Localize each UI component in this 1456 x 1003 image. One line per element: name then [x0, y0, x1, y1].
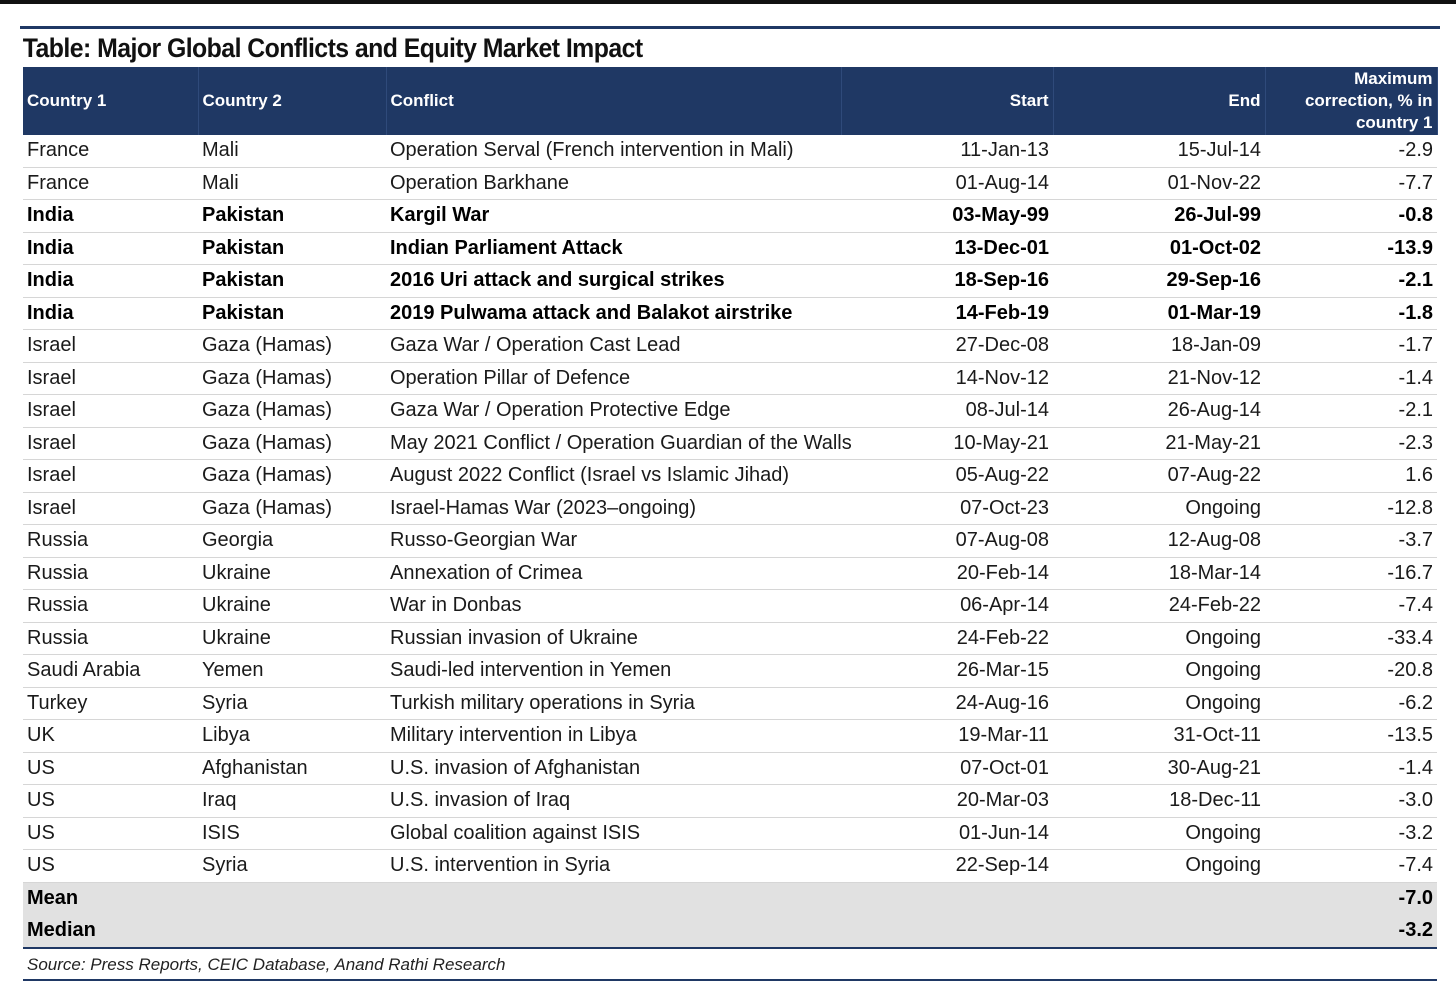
end-cell: Ongoing — [1053, 622, 1265, 655]
correction-cell: -2.1 — [1265, 265, 1437, 298]
conflict-cell: 2019 Pulwama attack and Balakot airstrike — [386, 297, 841, 330]
correction-cell: -13.5 — [1265, 720, 1437, 753]
conflict-cell: August 2022 Conflict (Israel vs Islamic Jihad) — [386, 460, 841, 493]
start-cell: 13-Dec-01 — [841, 232, 1053, 265]
correction-cell: -1.4 — [1265, 362, 1437, 395]
end-cell: 18-Dec-11 — [1053, 785, 1265, 818]
summary-label: Mean — [23, 882, 198, 915]
end-cell: Ongoing — [1053, 687, 1265, 720]
country-1-cell: Russia — [23, 622, 198, 655]
country-1-cell: France — [23, 135, 198, 167]
start-cell: 14-Nov-12 — [841, 362, 1053, 395]
conflict-cell: Russo-Georgian War — [386, 525, 841, 558]
country-1-cell: Israel — [23, 330, 198, 363]
conflict-cell: Turkish military operations in Syria — [386, 687, 841, 720]
end-cell: 18-Mar-14 — [1053, 557, 1265, 590]
country-1-cell: India — [23, 297, 198, 330]
country-1-cell: Israel — [23, 492, 198, 525]
start-cell: 07-Oct-01 — [841, 752, 1053, 785]
country-2-cell: Gaza (Hamas) — [198, 427, 386, 460]
start-cell: 11-Jan-13 — [841, 135, 1053, 167]
country-2-cell: Pakistan — [198, 232, 386, 265]
start-cell: 10-May-21 — [841, 427, 1053, 460]
table-row — [23, 492, 1437, 525]
start-cell: 08-Jul-14 — [841, 395, 1053, 428]
end-cell: 29-Sep-16 — [1053, 265, 1265, 298]
start-cell: 01-Aug-14 — [841, 167, 1053, 200]
correction-cell: -1.4 — [1265, 752, 1437, 785]
country-1-cell: Israel — [23, 427, 198, 460]
country-2-cell: Libya — [198, 720, 386, 753]
summary-value: -7.0 — [1265, 882, 1437, 915]
country-2-cell: Ukraine — [198, 557, 386, 590]
header-start: Start — [841, 67, 1053, 135]
end-cell: Ongoing — [1053, 817, 1265, 850]
start-cell: 07-Aug-08 — [841, 525, 1053, 558]
table-row — [23, 265, 1437, 298]
country-2-cell: Ukraine — [198, 590, 386, 623]
correction-cell: -16.7 — [1265, 557, 1437, 590]
start-cell: 27-Dec-08 — [841, 330, 1053, 363]
summary-empty-cell — [198, 882, 386, 915]
country-2-cell: Gaza (Hamas) — [198, 460, 386, 493]
table-row — [23, 590, 1437, 623]
correction-cell: -3.7 — [1265, 525, 1437, 558]
start-cell: 24-Feb-22 — [841, 622, 1053, 655]
conflict-cell: U.S. intervention in Syria — [386, 850, 841, 883]
table-row — [23, 362, 1437, 395]
country-2-cell: Syria — [198, 687, 386, 720]
end-cell: 24-Feb-22 — [1053, 590, 1265, 623]
conflict-cell: Operation Pillar of Defence — [386, 362, 841, 395]
table-row — [23, 622, 1437, 655]
table-row — [23, 395, 1437, 428]
table-row — [23, 850, 1437, 883]
conflict-cell: Israel-Hamas War (2023–ongoing) — [386, 492, 841, 525]
start-cell: 20-Feb-14 — [841, 557, 1053, 590]
conflict-cell: U.S. invasion of Iraq — [386, 785, 841, 818]
conflict-cell: Annexation of Crimea — [386, 557, 841, 590]
end-cell: 21-May-21 — [1053, 427, 1265, 460]
country-2-cell: Pakistan — [198, 200, 386, 233]
conflict-cell: Gaza War / Operation Protective Edge — [386, 395, 841, 428]
start-cell: 03-May-99 — [841, 200, 1053, 233]
country-2-cell: ISIS — [198, 817, 386, 850]
country-2-cell: Gaza (Hamas) — [198, 492, 386, 525]
table-row — [23, 720, 1437, 753]
table-row — [23, 232, 1437, 265]
country-1-cell: Saudi Arabia — [23, 655, 198, 688]
correction-cell: -6.2 — [1265, 687, 1437, 720]
country-2-cell: Pakistan — [198, 265, 386, 298]
country-2-cell: Iraq — [198, 785, 386, 818]
summary-empty-cell — [198, 915, 386, 947]
table-row — [23, 817, 1437, 850]
conflict-cell: War in Donbas — [386, 590, 841, 623]
country-2-cell: Mali — [198, 135, 386, 167]
country-1-cell: Russia — [23, 557, 198, 590]
summary-row — [23, 915, 1437, 947]
country-1-cell: Russia — [23, 590, 198, 623]
start-cell: 14-Feb-19 — [841, 297, 1053, 330]
country-2-cell: Ukraine — [198, 622, 386, 655]
correction-cell: -7.4 — [1265, 850, 1437, 883]
end-cell: 21-Nov-12 — [1053, 362, 1265, 395]
country-2-cell: Afghanistan — [198, 752, 386, 785]
header-max-correction: Maximum correction, % in country 1 — [1265, 67, 1437, 135]
correction-cell: -3.0 — [1265, 785, 1437, 818]
summary-empty-cell — [841, 882, 1053, 915]
conflict-cell: Operation Serval (French intervention in Mali) — [386, 135, 841, 167]
end-cell: 15-Jul-14 — [1053, 135, 1265, 167]
country-2-cell: Georgia — [198, 525, 386, 558]
country-1-cell: US — [23, 752, 198, 785]
table-row — [23, 460, 1437, 493]
table-title: Table: Major Global Conflicts and Equity Market Impact — [22, 33, 643, 63]
start-cell: 22-Sep-14 — [841, 850, 1053, 883]
end-cell: 01-Nov-22 — [1053, 167, 1265, 200]
end-cell: Ongoing — [1053, 655, 1265, 688]
table-row — [23, 330, 1437, 363]
country-1-cell: India — [23, 265, 198, 298]
end-cell: 01-Oct-02 — [1053, 232, 1265, 265]
table-row — [23, 297, 1437, 330]
header-end: End — [1053, 67, 1265, 135]
correction-cell: -2.1 — [1265, 395, 1437, 428]
start-cell: 06-Apr-14 — [841, 590, 1053, 623]
country-1-cell: France — [23, 167, 198, 200]
correction-cell: -1.7 — [1265, 330, 1437, 363]
end-cell: 07-Aug-22 — [1053, 460, 1265, 493]
start-cell: 19-Mar-11 — [841, 720, 1053, 753]
conflict-cell: Operation Barkhane — [386, 167, 841, 200]
start-cell: 07-Oct-23 — [841, 492, 1053, 525]
country-1-cell: Israel — [23, 460, 198, 493]
correction-cell: -3.2 — [1265, 817, 1437, 850]
conflicts-table — [23, 67, 1438, 947]
country-1-cell: India — [23, 200, 198, 233]
start-cell: 24-Aug-16 — [841, 687, 1053, 720]
source-note: Source: Press Reports, CEIC Database, Anand Rathi Research — [27, 954, 506, 974]
summary-value: -3.2 — [1265, 915, 1437, 947]
end-cell: 30-Aug-21 — [1053, 752, 1265, 785]
correction-cell: -1.8 — [1265, 297, 1437, 330]
end-cell: 26-Aug-14 — [1053, 395, 1265, 428]
correction-cell: -13.9 — [1265, 232, 1437, 265]
table-row — [23, 785, 1437, 818]
correction-cell: -2.3 — [1265, 427, 1437, 460]
conflict-cell: U.S. invasion of Afghanistan — [386, 752, 841, 785]
header-country-2: Country 2 — [198, 67, 386, 135]
summary-empty-cell — [386, 882, 841, 915]
correction-cell: -7.4 — [1265, 590, 1437, 623]
summary-empty-cell — [841, 915, 1053, 947]
conflict-cell: May 2021 Conflict / Operation Guardian of the Walls — [386, 427, 841, 460]
conflict-cell: Kargil War — [386, 200, 841, 233]
country-1-cell: Turkey — [23, 687, 198, 720]
summary-empty-cell — [386, 915, 841, 947]
country-2-cell: Gaza (Hamas) — [198, 362, 386, 395]
summary-row — [23, 882, 1437, 915]
correction-cell: -2.9 — [1265, 135, 1437, 167]
header-conflict: Conflict — [386, 67, 841, 135]
correction-cell: -7.7 — [1265, 167, 1437, 200]
summary-empty-cell — [1053, 915, 1265, 947]
start-cell: 18-Sep-16 — [841, 265, 1053, 298]
conflict-cell: Global coalition against ISIS — [386, 817, 841, 850]
country-1-cell: US — [23, 785, 198, 818]
country-2-cell: Pakistan — [198, 297, 386, 330]
country-1-cell: Israel — [23, 395, 198, 428]
conflict-cell: Indian Parliament Attack — [386, 232, 841, 265]
country-2-cell: Gaza (Hamas) — [198, 395, 386, 428]
correction-cell: -33.4 — [1265, 622, 1437, 655]
table-row — [23, 752, 1437, 785]
conflict-cell: Russian invasion of Ukraine — [386, 622, 841, 655]
table-row — [23, 167, 1437, 200]
table-row — [23, 655, 1437, 688]
country-1-cell: Israel — [23, 362, 198, 395]
correction-cell: -0.8 — [1265, 200, 1437, 233]
end-cell: 18-Jan-09 — [1053, 330, 1265, 363]
header-country-1: Country 1 — [23, 67, 198, 135]
correction-cell: 1.6 — [1265, 460, 1437, 493]
country-1-cell: US — [23, 817, 198, 850]
table-row — [23, 525, 1437, 558]
end-cell: 26-Jul-99 — [1053, 200, 1265, 233]
top-band — [0, 0, 1456, 4]
end-cell: Ongoing — [1053, 850, 1265, 883]
country-1-cell: US — [23, 850, 198, 883]
end-cell: 12-Aug-08 — [1053, 525, 1265, 558]
start-cell: 26-Mar-15 — [841, 655, 1053, 688]
end-cell: Ongoing — [1053, 492, 1265, 525]
country-2-cell: Syria — [198, 850, 386, 883]
conflict-cell: 2016 Uri attack and surgical strikes — [386, 265, 841, 298]
country-1-cell: Russia — [23, 525, 198, 558]
conflict-cell: Military intervention in Libya — [386, 720, 841, 753]
country-1-cell: UK — [23, 720, 198, 753]
start-cell: 20-Mar-03 — [841, 785, 1053, 818]
start-cell: 05-Aug-22 — [841, 460, 1053, 493]
conflict-cell: Saudi-led intervention in Yemen — [386, 655, 841, 688]
start-cell: 01-Jun-14 — [841, 817, 1053, 850]
table-row — [23, 557, 1437, 590]
country-2-cell: Yemen — [198, 655, 386, 688]
table-row — [23, 427, 1437, 460]
end-cell: 31-Oct-11 — [1053, 720, 1265, 753]
country-2-cell: Gaza (Hamas) — [198, 330, 386, 363]
correction-cell: -12.8 — [1265, 492, 1437, 525]
summary-empty-cell — [1053, 882, 1265, 915]
summary-label: Median — [23, 915, 198, 947]
header-row — [23, 67, 1437, 135]
table-row — [23, 687, 1437, 720]
table-row — [23, 135, 1437, 167]
table-frame — [20, 26, 1440, 981]
correction-cell: -20.8 — [1265, 655, 1437, 688]
country-2-cell: Mali — [198, 167, 386, 200]
table-row — [23, 200, 1437, 233]
end-cell: 01-Mar-19 — [1053, 297, 1265, 330]
table-body — [23, 135, 1437, 947]
conflict-cell: Gaza War / Operation Cast Lead — [386, 330, 841, 363]
country-1-cell: India — [23, 232, 198, 265]
